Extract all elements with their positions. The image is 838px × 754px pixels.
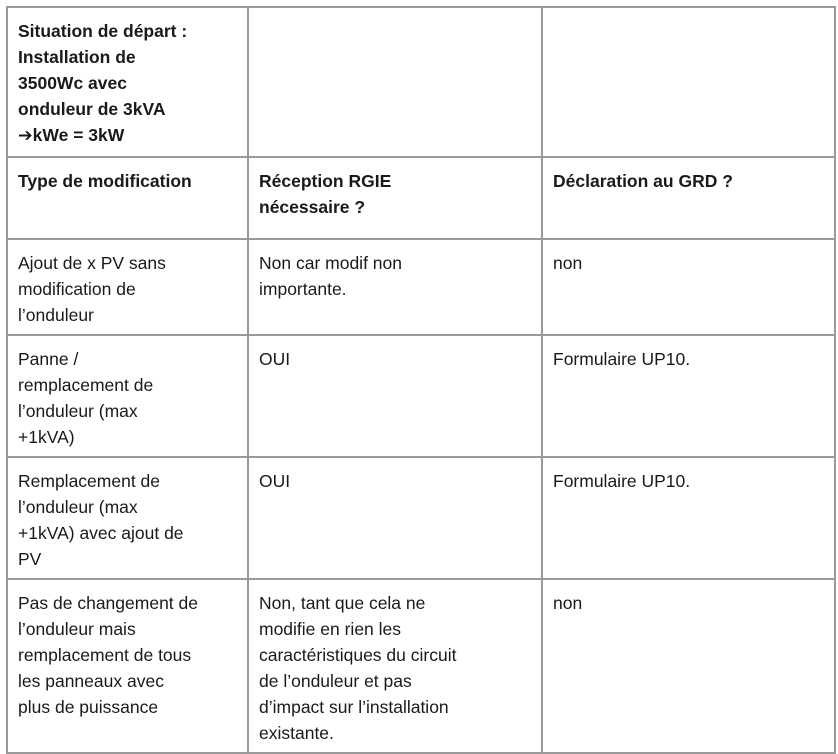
- table-cell: Non car modif non importante.: [248, 239, 542, 335]
- table-cell: non: [542, 579, 835, 753]
- starting-situation-row: [7, 7, 835, 157]
- table-row: [7, 579, 835, 753]
- table-row: [7, 239, 835, 335]
- table-cell: Non, tant que cela ne modifie en rien les caractéristiques du circuit de l’onduleur et pas d’impact sur l’installation existante.: [248, 579, 542, 753]
- table-cell: Remplacement de l’onduleur (max +1kVA) avec ajout de PV: [7, 457, 248, 579]
- table-cell: Panne / remplacement de l’onduleur (max +1kVA): [7, 335, 248, 457]
- column-header-grd-declaration: Déclaration au GRD ?: [542, 157, 835, 239]
- starting-situation-cell: Situation de départ : Installation de 3500Wc avec onduleur de 3kVA ➔kWe = 3kW: [7, 7, 248, 157]
- table-cell: Formulaire UP10.: [542, 335, 835, 457]
- table-row: [7, 457, 835, 579]
- table-cell: OUI: [248, 335, 542, 457]
- empty-cell: [248, 7, 542, 157]
- header-row: [7, 157, 835, 239]
- table-cell: non: [542, 239, 835, 335]
- table-cell: Pas de changement de l’onduleur mais remplacement de tous les panneaux avec plus de puissance: [7, 579, 248, 753]
- modification-table: [6, 6, 836, 754]
- column-header-rgie-reception: Réception RGIE nécessaire ?: [248, 157, 542, 239]
- table-cell: OUI: [248, 457, 542, 579]
- column-header-modification-type: Type de modification: [7, 157, 248, 239]
- table-cell: Formulaire UP10.: [542, 457, 835, 579]
- table-cell: Ajout de x PV sans modification de l’onduleur: [7, 239, 248, 335]
- empty-cell: [542, 7, 835, 157]
- table-row: [7, 335, 835, 457]
